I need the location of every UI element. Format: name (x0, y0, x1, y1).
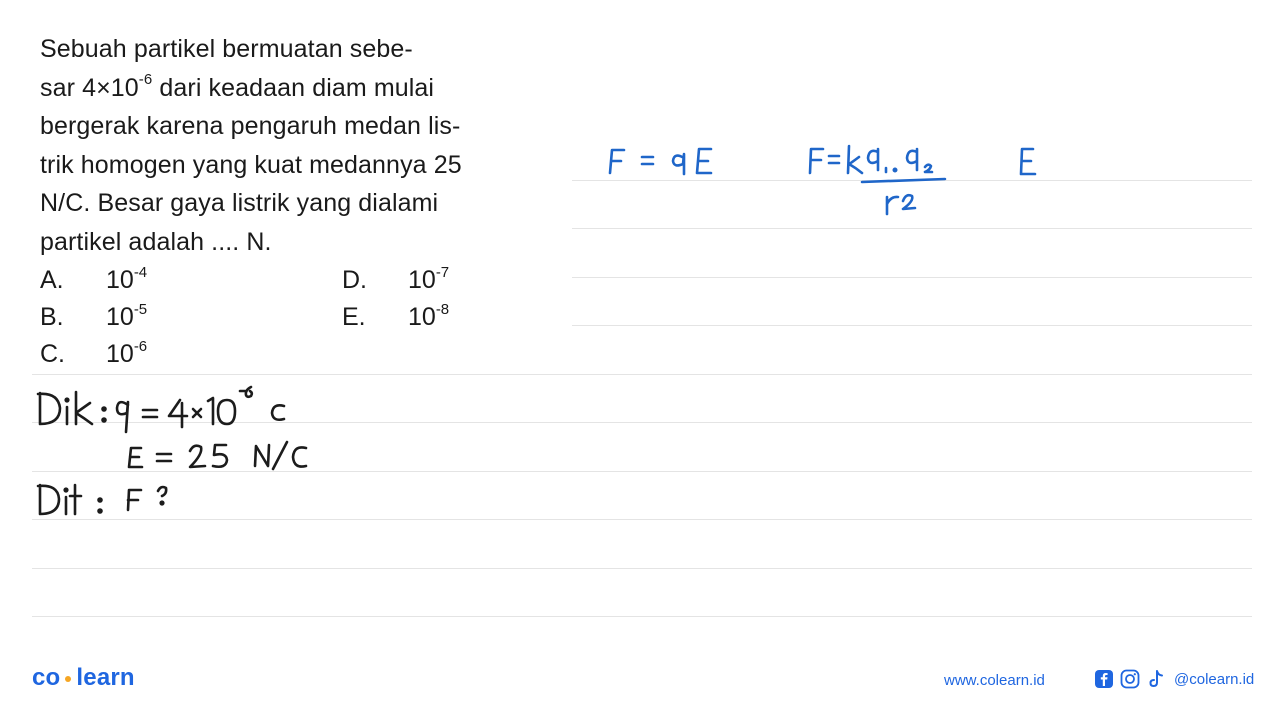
question-line: bergerak karena pengaruh medan lis- (40, 112, 461, 140)
option-base: 10 (106, 303, 134, 331)
handwriting-given-label (38, 392, 106, 424)
option-letter: B. (40, 303, 64, 331)
facebook-glyph (1094, 669, 1114, 689)
social-handle[interactable]: @colearn.id (1174, 670, 1255, 688)
question-line-part: sar 4×10 (40, 73, 139, 102)
facebook-icon[interactable] (1094, 669, 1114, 689)
tiktok-glyph (1146, 669, 1166, 689)
option-base: 10 (408, 266, 436, 294)
handwriting-asked (38, 485, 166, 514)
social-links (1094, 668, 1254, 690)
exponent: -6 (138, 71, 153, 89)
option-exponent: -8 (435, 300, 450, 318)
option-letter: E. (342, 303, 366, 331)
option-base: 10 (106, 340, 134, 368)
question-line: N/C. Besar gaya listrik yang dialami (40, 189, 439, 217)
instagram-glyph (1120, 669, 1140, 689)
option-letter: C. (40, 340, 65, 368)
handwriting-given-charge (117, 387, 284, 432)
handwriting-formula-2 (810, 146, 945, 214)
brand-co: co (32, 664, 61, 691)
option-letter: A. (40, 266, 64, 294)
option-base: 10 (408, 303, 436, 331)
option-exponent: -6 (133, 337, 148, 355)
handwriting-formula-1 (610, 149, 711, 174)
website-link[interactable]: www.colearn.id (944, 672, 1045, 689)
handwriting-formula-3 (1021, 149, 1035, 174)
question-line: Sebuah partikel bermuatan sebe- (40, 35, 413, 63)
instagram-icon[interactable] (1120, 669, 1140, 689)
option-letter: D. (342, 266, 367, 294)
option-base: 10 (106, 266, 134, 294)
brand-dot (65, 676, 71, 682)
colearn-logo (32, 664, 135, 692)
question-line: trik homogen yang kuat medannya 25 (40, 150, 462, 179)
question-line-part: dari keadaan diam mulai (152, 73, 435, 102)
tiktok-icon[interactable] (1146, 669, 1166, 689)
option-exponent: -7 (435, 263, 450, 281)
option-exponent: -5 (133, 300, 148, 318)
brand-learn: learn (76, 664, 135, 691)
question-line: partikel adalah .... N. (40, 227, 272, 256)
handwriting-given-field (129, 442, 306, 469)
option-exponent: -4 (133, 263, 148, 281)
